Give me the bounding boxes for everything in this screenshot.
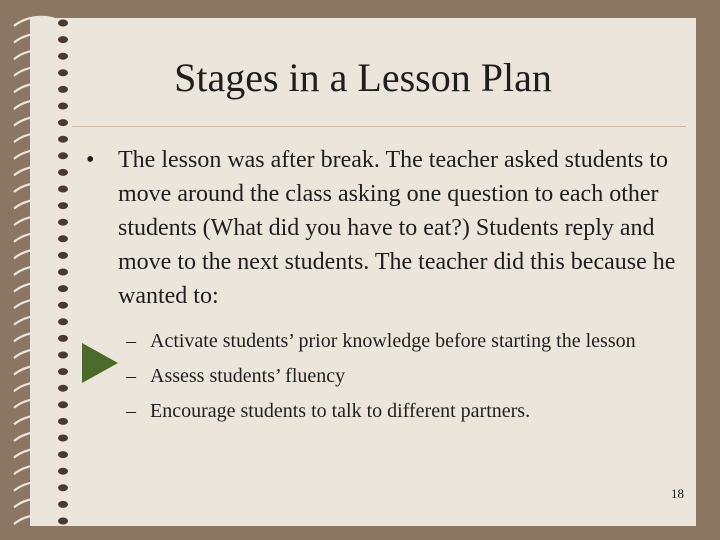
binding-ring xyxy=(14,415,60,424)
binding-hole xyxy=(58,169,68,176)
sub-item-text: Assess students’ fluency xyxy=(150,365,346,387)
sub-list xyxy=(86,327,686,426)
binding-ring xyxy=(14,100,60,109)
binding-hole xyxy=(58,152,68,159)
binding-hole xyxy=(58,136,68,143)
binding-ring xyxy=(14,482,60,491)
binding-hole xyxy=(58,318,68,325)
binding-hole xyxy=(58,219,68,226)
binding-ring xyxy=(14,382,60,391)
binding-hole xyxy=(58,385,68,392)
binding-ring xyxy=(14,498,60,507)
binding-hole xyxy=(58,352,68,359)
binding-hole xyxy=(58,368,68,375)
binding-ring xyxy=(14,216,60,225)
binding-ring xyxy=(14,365,60,374)
binding-ring xyxy=(14,249,60,258)
binding-hole xyxy=(58,335,68,342)
bullet-item xyxy=(86,143,686,313)
sub-marker: – xyxy=(126,330,136,352)
binding-ring xyxy=(14,33,60,42)
binding-ring xyxy=(14,150,60,159)
binding-hole xyxy=(58,468,68,475)
sub-item-text: Activate students’ prior knowledge before starting the lesson xyxy=(150,330,636,352)
bullet-text: The lesson was after break. The teacher asked students to move around the class asking one question to each other students (What did you have to eat?) Students reply and move to the next students. The teacher did this because he wanted to: xyxy=(118,147,676,309)
sub-item xyxy=(86,397,686,426)
sub-item xyxy=(86,327,686,356)
binding-hole xyxy=(58,20,68,27)
binding-hole xyxy=(58,418,68,425)
binding-ring xyxy=(14,299,60,308)
binding-hole xyxy=(58,103,68,110)
binding-ring xyxy=(14,448,60,457)
binding-ring xyxy=(14,332,60,341)
binding-ring xyxy=(14,349,60,358)
binding-ring xyxy=(14,183,60,192)
binding-ring xyxy=(14,17,60,26)
sub-marker: – xyxy=(126,365,136,387)
binding-ring xyxy=(14,166,60,175)
binding-ring xyxy=(14,399,60,408)
bullet-marker: • xyxy=(86,147,95,173)
binding-ring xyxy=(14,233,60,242)
play-icon[interactable] xyxy=(82,343,118,383)
binding-ring xyxy=(14,465,60,474)
binding-hole xyxy=(58,451,68,458)
binding-hole xyxy=(58,186,68,193)
binding-hole xyxy=(58,484,68,491)
binding-ring xyxy=(14,515,60,524)
binding-ring xyxy=(14,282,60,291)
binding-hole xyxy=(58,518,68,525)
slide-body xyxy=(86,143,686,432)
sub-item xyxy=(86,362,686,391)
sub-marker: – xyxy=(126,400,136,422)
binding-hole xyxy=(58,435,68,442)
binding-hole xyxy=(58,285,68,292)
binding-hole xyxy=(58,36,68,43)
binding-hole xyxy=(58,119,68,126)
binding-ring xyxy=(14,432,60,441)
slide-number: 18 xyxy=(671,486,684,501)
binding-hole xyxy=(58,202,68,209)
binding-ring xyxy=(14,266,60,275)
binding-ring xyxy=(14,133,60,142)
binding-hole xyxy=(58,235,68,242)
binding-ring xyxy=(14,116,60,125)
slide-title: Stages in a Lesson Plan xyxy=(174,55,552,100)
binding-ring xyxy=(14,199,60,208)
binding-hole xyxy=(58,269,68,276)
title-divider xyxy=(72,126,686,127)
binding-ring xyxy=(14,316,60,325)
binding-hole xyxy=(58,501,68,508)
binding-hole xyxy=(58,302,68,309)
binding-hole xyxy=(58,401,68,408)
sub-item-text: Encourage students to talk to different partners. xyxy=(150,400,531,422)
binding-hole xyxy=(58,252,68,259)
